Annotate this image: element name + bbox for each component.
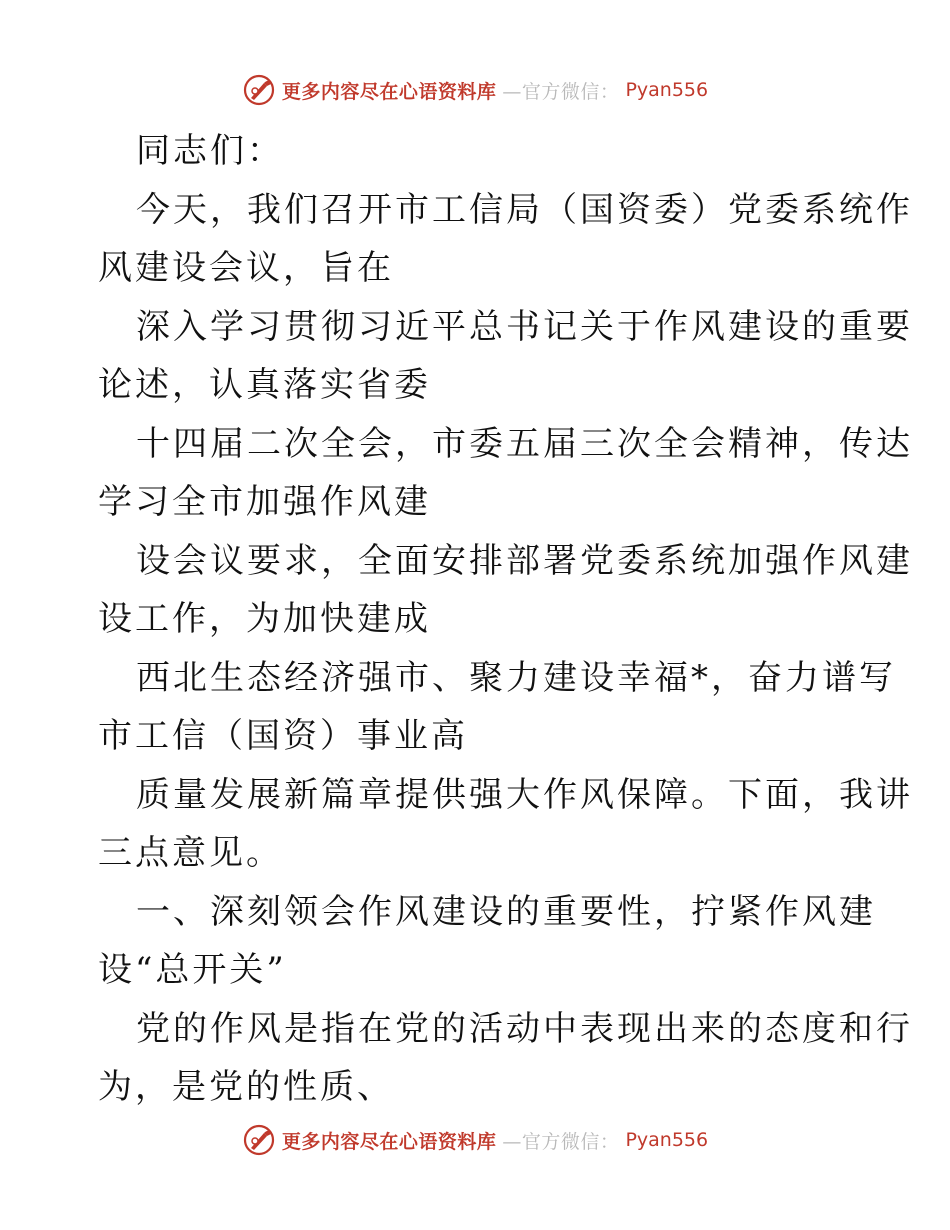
text-line: 今天，我们召开市工信局（国资委）党委系统作	[136, 189, 913, 230]
header-watermark	[0, 72, 950, 108]
text-line: 党的作风是指在党的活动中表现出来的态度和行	[136, 1008, 913, 1049]
text-line: 质量发展新篇章提供强大作风保障。下面，我讲	[136, 774, 913, 815]
watermark-brand-text: 更多内容尽在心语资料库	[281, 80, 497, 103]
text-line: 三点意见。	[98, 833, 283, 873]
text-line: 论述，认真落实省委	[98, 365, 431, 405]
text-line: 西北生态经济强市、聚力建设幸福*，奋力谱写	[136, 657, 896, 698]
watermark-brand-text: 更多内容尽在心语资料库	[281, 1130, 497, 1153]
text-line: 风建设会议，旨在	[98, 248, 394, 288]
watermark-wechat-label: —官方微信：	[502, 1130, 620, 1153]
text-line: 一、深刻领会作风建设的重要性，拧紧作风建	[136, 891, 876, 932]
text-line: 为，是党的性质、	[98, 1067, 394, 1107]
text-line: 市工信（国资）事业高	[98, 716, 468, 756]
watermark-wechat-id: Pyan556	[625, 79, 709, 101]
text-line: 学习全市加强作风建	[98, 482, 431, 522]
text-line: 深入学习贯彻习近平总书记关于作风建设的重要	[136, 306, 913, 347]
text-line: 设“总开关”	[98, 950, 287, 990]
document-body	[98, 122, 913, 1117]
feather-pen-badge-icon	[242, 1123, 276, 1157]
text-line: 设会议要求，全面安排部署党委系统加强作风建	[136, 540, 913, 581]
watermark-wechat-label: —官方微信：	[502, 80, 620, 103]
footer-watermark	[0, 1122, 950, 1158]
text-line: 十四届二次全会，市委五届三次全会精神，传达	[136, 423, 913, 464]
watermark-wechat-id: Pyan556	[625, 1129, 709, 1151]
text-line: 设工作，为加快建成	[98, 599, 431, 639]
text-line: 同志们：	[136, 131, 284, 171]
feather-pen-badge-icon	[242, 73, 276, 107]
